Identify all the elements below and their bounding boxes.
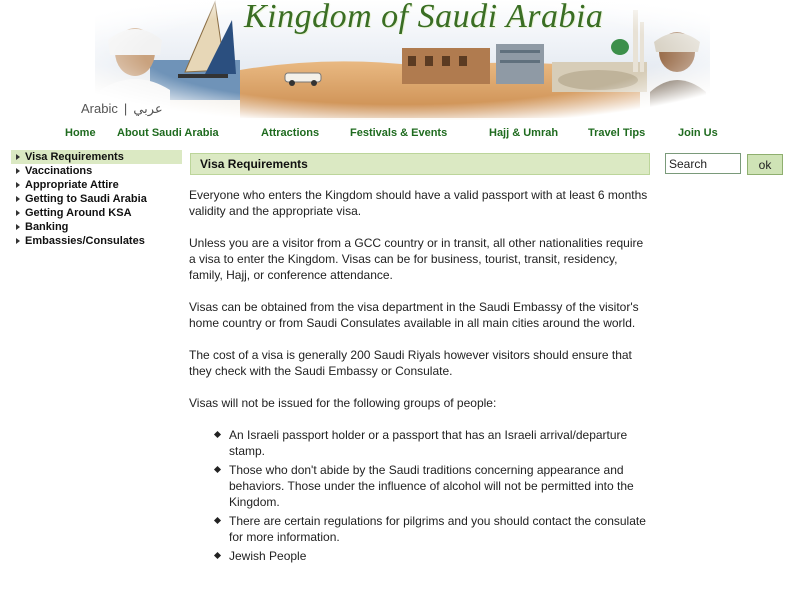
sidebar-item-label: Vaccinations <box>25 165 93 177</box>
diamond-bullet-icon <box>214 431 221 438</box>
arrow-right-icon <box>16 182 20 188</box>
arrow-right-icon <box>16 196 20 202</box>
nav-travel-tips[interactable]: Travel Tips <box>588 127 646 139</box>
language-separator: | <box>123 101 128 116</box>
list-item-text: Jewish People <box>229 549 307 563</box>
sidebar-item-embassies-consulates[interactable] <box>11 234 182 248</box>
arrow-right-icon <box>16 168 20 174</box>
list-item-text: There are certain regulations for pilgrims and you should contact the consulate for more information. <box>229 514 646 544</box>
list-item-text: Those who don't abide by the Saudi traditions concerning appearance and behaviors. Those under the influence of alcohol will not be permitted into the Kingdom. <box>229 463 634 509</box>
restricted-groups-list <box>189 427 649 564</box>
arrow-right-icon <box>16 224 20 230</box>
sidebar-item-label: Getting to Saudi Arabia <box>25 193 147 205</box>
paragraph: Unless you are a visitor from a GCC country or in transit, all other nationalities require a visa to enter the Kingdom. Visas can be for business, tourist, transit, residency, family, Hajj, or conference attendance. <box>189 236 644 282</box>
nav-hajj-umrah[interactable]: Hajj & Umrah <box>489 127 559 139</box>
sidebar-item-label: Getting Around KSA <box>25 207 132 219</box>
sidebar-item-visa-requirements[interactable] <box>11 150 182 164</box>
main-content <box>189 187 649 567</box>
list-item <box>213 548 649 564</box>
sidebar-item-getting-to-saudi-arabia[interactable] <box>11 192 182 206</box>
list-item <box>213 427 649 459</box>
sidebar-item-getting-around-ksa[interactable] <box>11 206 182 220</box>
list-item-text: An Israeli passport holder or a passport that has an Israeli arrival/departure stamp. <box>229 428 628 458</box>
paragraph: The cost of a visa is generally 200 Saudi Riyals however visitors should ensure that they check with the Saudi Embassy or Consulate. <box>189 348 632 378</box>
arabic-native-link[interactable]: عربي <box>133 101 163 116</box>
paragraph: Everyone who enters the Kingdom should have a valid passport with at least 6 months validity and the appropriate visa. <box>189 188 648 218</box>
diamond-bullet-icon <box>214 466 221 473</box>
section-title: Visa Requirements <box>200 157 308 171</box>
sidebar-item-banking[interactable] <box>11 220 182 234</box>
diamond-bullet-icon <box>214 517 221 524</box>
site-title: Kingdom of Saudi Arabia <box>244 0 604 35</box>
sidebar-item-label: Visa Requirements <box>25 151 124 163</box>
diamond-bullet-icon <box>214 552 221 559</box>
nav-join-us[interactable]: Join Us <box>678 127 718 139</box>
sidebar-item-label: Banking <box>25 221 69 233</box>
paragraph: Visas can be obtained from the visa department in the Saudi Embassy of the visitor's home country or from Saudi Consulates available in all main cities around the world. <box>189 300 639 330</box>
nav-home[interactable]: Home <box>65 127 96 139</box>
sidebar <box>11 150 182 248</box>
arrow-right-icon <box>16 210 20 216</box>
search-input[interactable] <box>665 153 741 174</box>
header-banner <box>0 0 792 122</box>
search-ok-button[interactable]: ok <box>747 154 783 175</box>
list-item <box>213 513 649 545</box>
nav-about-saudi-arabia[interactable]: About Saudi Arabia <box>117 127 219 139</box>
arrow-right-icon <box>16 238 20 244</box>
nav-attractions[interactable]: Attractions <box>261 127 320 139</box>
list-item <box>213 462 649 510</box>
arrow-right-icon <box>16 154 20 160</box>
section-title-bar <box>190 153 650 175</box>
language-switch <box>81 101 163 117</box>
sidebar-item-vaccinations[interactable] <box>11 164 182 178</box>
paragraph: Visas will not be issued for the following groups of people: <box>189 396 497 410</box>
sidebar-item-appropriate-attire[interactable] <box>11 178 182 192</box>
sidebar-item-label: Embassies/Consulates <box>25 235 145 247</box>
arabic-link[interactable]: Arabic <box>81 101 118 116</box>
top-nav <box>0 127 792 143</box>
sidebar-item-label: Appropriate Attire <box>25 179 119 191</box>
nav-festivals-events[interactable]: Festivals & Events <box>350 127 448 139</box>
